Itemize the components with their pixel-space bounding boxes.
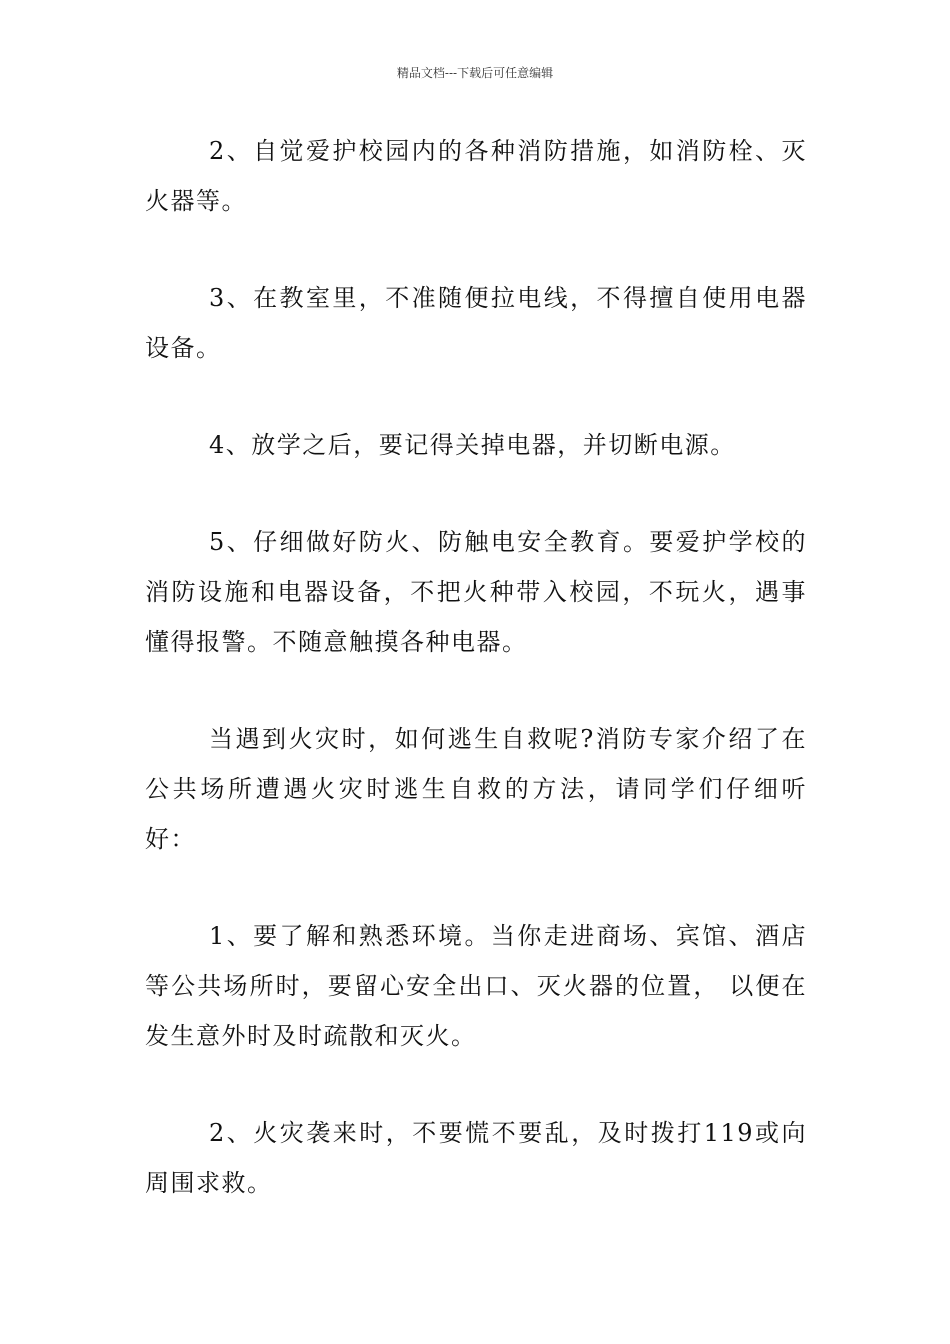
- paragraph-call-for-help: 2、火灾袭来时，不要慌不要乱，及时拨打119或向周围求救。: [145, 1119, 807, 1197]
- page-header: 精品文档---下载后可任意编辑: [396, 66, 554, 80]
- paragraph-escape-intro: 当遇到火灾时，如何逃生自救呢?消防专家介绍了在公共场所遭遇火灾时逃生自救的方法，请同学们仔细听好：: [145, 725, 807, 853]
- document-body: [145, 126, 807, 1255]
- paragraph-protect-fire-facilities: 2、自觉爱护校园内的各种消防措施，如消防栓、灭火器等。: [145, 137, 807, 215]
- paragraph-safety-education: 5、仔细做好防火、防触电安全教育。要爱护学校的消防设施和电器设备，不把火种带入校园，不玩火，遇事懂得报警。不随意触摸各种电器。: [145, 528, 807, 656]
- paragraph-know-environment: 1、要了解和熟悉环境。当你走进商场、宾馆、酒店等公共场所时，要留心安全出口、灭火器的位置， 以便在发生意外时及时疏散和灭火。: [145, 922, 807, 1050]
- paragraph-classroom-wiring: 3、在教室里，不准随便拉电线，不得擅自使用电器设备。: [145, 284, 807, 362]
- paragraph-after-school-power: 4、放学之后，要记得关掉电器，并切断电源。: [209, 431, 736, 459]
